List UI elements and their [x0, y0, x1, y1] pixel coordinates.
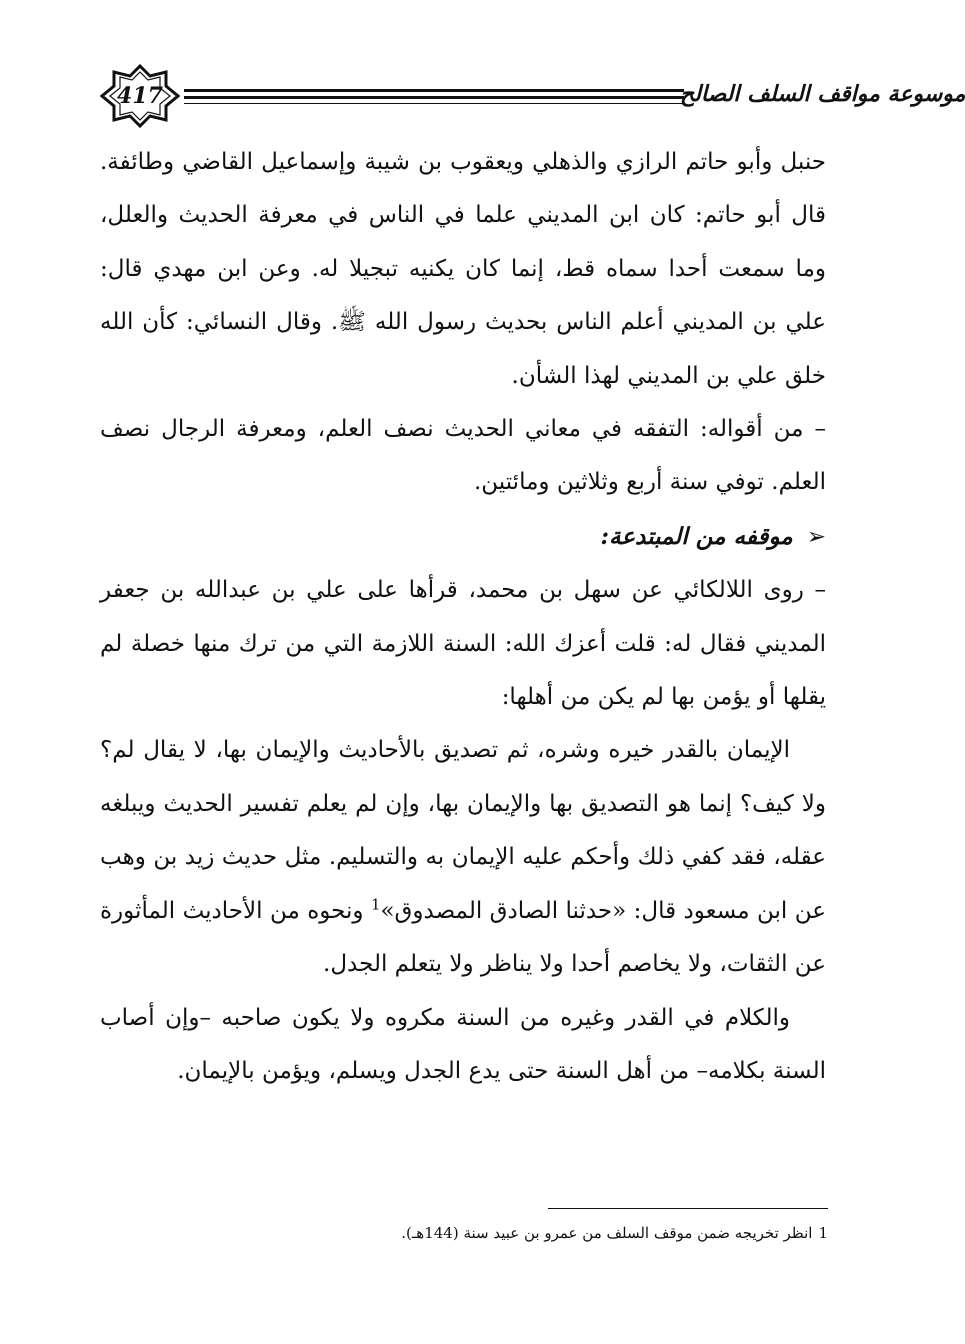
page-header — [100, 64, 965, 128]
text-line: لم؟ ولا كيف؟ إنما هو التصديق بها والإيمان بها، وإن لم يعلم تفسير الحديث — [100, 737, 826, 817]
text-line: ونحوه من — [269, 897, 371, 924]
header-rule — [184, 96, 684, 99]
footnote-text: انظر تخريجه ضمن موقف السلف من عمرو بن عبيد سنة (144هـ). — [401, 1224, 813, 1242]
paragraph-biography — [100, 136, 826, 403]
paragraph-debate — [100, 992, 826, 1099]
footnote — [100, 1222, 828, 1244]
paragraph-belief — [100, 724, 826, 991]
section-heading-text: موقفه من المبتدعة: — [600, 522, 793, 550]
text-line: زيد بن وهب عن ابن مسعود قال: «حدثنا الصادق المصدوق» — [100, 844, 826, 924]
text-line: جعفر المديني فقال له: قلت أعزك الله: السنة اللازمة التي من ترك منها خصلة — [100, 577, 826, 657]
arrow-bullet-icon: ➢ — [806, 523, 826, 550]
text-line: والكلام في القدر وغيره من السنة مكروه ولا يكون صاحبه –وإن — [165, 1004, 790, 1031]
series-title: موسوعة مواقف السلف الصالح — [680, 81, 965, 107]
paragraph-narration — [100, 564, 826, 724]
text-line: أصاب السنة بكلامه– من أهل السنة حتى يدع الجدل ويسلم، ويؤمن — [100, 1004, 826, 1084]
footnote-number: 1 — [818, 1224, 828, 1242]
text-line: وطائفة. قال أبو حاتم: كان ابن المديني علما في الناس في معرفة الحديث — [100, 149, 826, 229]
paragraph-sayings — [100, 403, 826, 510]
footnote-divider — [548, 1208, 828, 1209]
text-line: الأحاديث المأثورة عن الثقات، ولا يخاصم أحدا ولا يناظر ولا يتعلم الجدل. — [100, 897, 826, 978]
text-line: الإيمان بالقدر خيره وشره، ثم تصديق بالأحاديث والإيمان بها، لا يقال — [143, 737, 790, 764]
footnote-reference[interactable]: 1 — [370, 895, 381, 914]
header-rule — [184, 103, 684, 104]
text-line: – من أقواله: التفقه في معاني الحديث نصف العلم، ومعرفة الرجال — [161, 416, 826, 443]
text-line: – روى اللالكائي عن سهل بن محمد، قرأها على علي بن عبدالله بن — [160, 577, 826, 604]
text-line: بالإيمان. — [177, 1057, 255, 1084]
text-line: ويبلغه عقله، فقد كفي ذلك وأحكم عليه الإيمان به والتسليم. مثل حديث — [100, 790, 826, 871]
text-line: لم يقلها أو يؤمن بها لم يكن من أهلها: — [100, 630, 826, 711]
text-line: نصف العلم. توفي سنة أربع وثلاثين ومائتين. — [100, 416, 826, 496]
header-rule — [184, 89, 684, 92]
text-line: مهدي قال: علي بن المديني أعلم الناس بحديث رسول الله ﷺ. وقال — [100, 255, 827, 336]
page-number: 417 — [117, 83, 163, 109]
text-line: النسائي: كأن الله خلق علي بن المديني لهذا الشأن. — [100, 309, 826, 389]
text-line: حنبل وأبو حاتم الرازي والذهلي ويعقوب بن شيبة وإسماعيل القاضي — [182, 149, 826, 175]
main-text — [100, 136, 826, 1098]
section-heading — [100, 510, 826, 564]
text-line: والعلل، وما سمعت أحدا سماه قط، إنما كان يكنيه تبجيلا له. وعن ابن — [100, 202, 826, 282]
